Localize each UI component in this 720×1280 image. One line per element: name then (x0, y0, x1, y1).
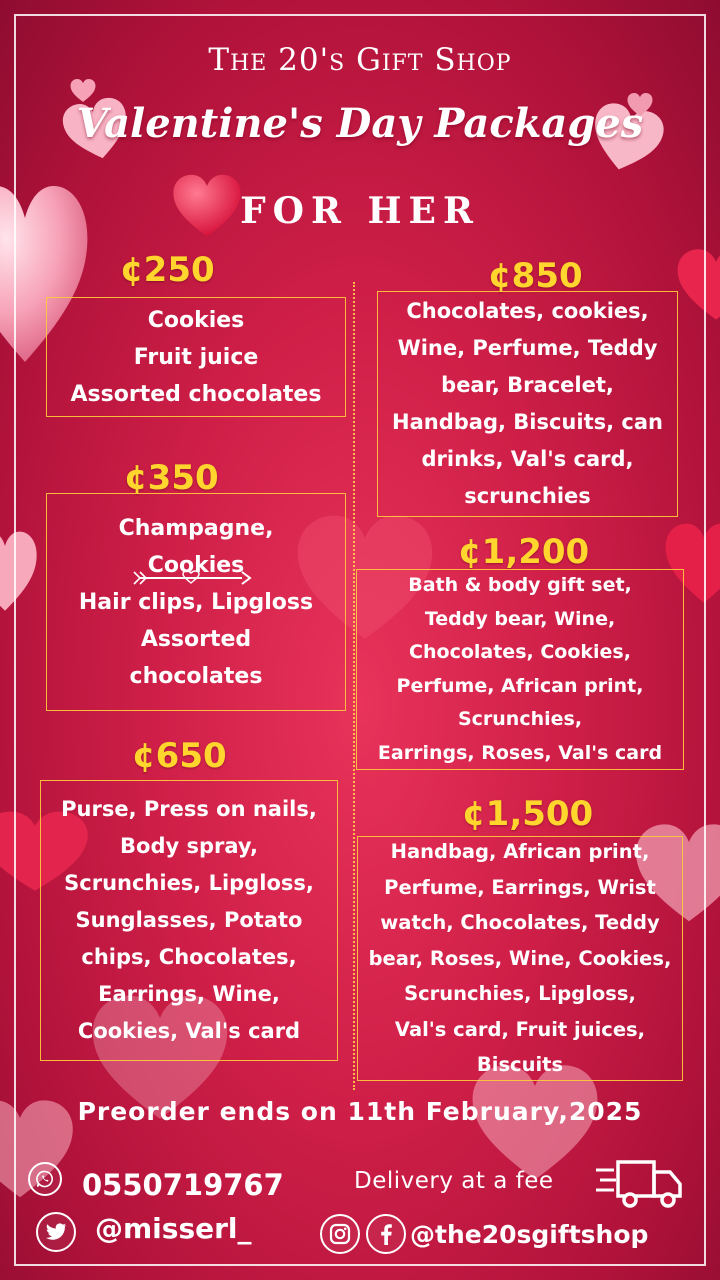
package-item: Chocolates, cookies, (406, 299, 649, 323)
package-item: Scrunchies, Lipgloss, (404, 982, 636, 1006)
package-item: Earrings, Roses, Val's card (377, 741, 663, 764)
package-item: Fruit juice (133, 344, 259, 370)
twitter-handle[interactable]: @misserl_ (95, 1212, 252, 1245)
package-item: Teddy bear, Wine, (424, 607, 616, 630)
instagram-icon[interactable] (320, 1214, 360, 1254)
package-item: Bath & body gift set, (408, 574, 632, 596)
heart-decoration-right-edge (676, 246, 720, 326)
package-item: Scrunchies, Lipgloss, (64, 871, 314, 895)
heart-decoration-left-mid (0, 528, 38, 618)
package-item: Sunglasses, Potato (75, 908, 303, 932)
package-price: ¢850 (488, 256, 583, 296)
package-box (357, 836, 683, 1081)
package-item: Perfume, Earrings, Wrist (384, 875, 656, 899)
package-item: Cookies, Val's card (77, 1019, 301, 1043)
phone-number[interactable]: 0550719767 (82, 1168, 284, 1202)
package-box (356, 569, 684, 770)
package-box (46, 297, 346, 417)
section-title: FOR HER (240, 190, 480, 232)
package-item: Cookies (147, 552, 245, 578)
package-price: ¢250 (120, 250, 215, 290)
package-item: Champagne, (118, 515, 274, 541)
package-item: Handbag, African print, (390, 840, 650, 864)
package-item: Hair clips, Lipgloss (78, 589, 314, 615)
package-item: scrunchies (464, 484, 591, 508)
package-box (40, 780, 338, 1061)
package-item: Chocolates, Cookies, (409, 641, 631, 663)
package-item: chips, Chocolates, (81, 945, 297, 969)
delivery-truck-icon (594, 1156, 686, 1212)
package-item: Body spray, (120, 834, 258, 858)
delivery-text: Delivery at a fee (354, 1168, 554, 1194)
package-item: Val's card, Fruit juices, (394, 1017, 646, 1041)
package-box (46, 493, 346, 711)
package-item: Wine, Perfume, Teddy (397, 336, 658, 360)
package-item: Scrunchies, (457, 708, 583, 730)
package-item: drinks, Val's card, (421, 447, 634, 471)
column-divider (353, 282, 355, 1090)
facebook-icon[interactable] (366, 1214, 406, 1254)
package-price: ¢1,500 (462, 794, 594, 834)
whatsapp-icon[interactable] (28, 1162, 62, 1196)
package-item: Handbag, Biscuits, can (392, 410, 663, 434)
package-item: Assorted chocolates (70, 381, 322, 407)
package-item: Purse, Press on nails, (61, 797, 317, 821)
package-box (377, 291, 678, 517)
page-title: Valentine's Day Packages (76, 100, 644, 147)
package-item: Biscuits (476, 1053, 564, 1077)
package-price: ¢650 (132, 736, 227, 776)
package-item: chocolates (129, 663, 263, 689)
social-handle[interactable]: @the20sgiftshop (410, 1220, 649, 1249)
package-item: watch, Chocolates, Teddy (380, 911, 660, 935)
shop-name: The 20's Gift Shop (208, 42, 512, 78)
package-item: bear, Roses, Wine, Cookies, (368, 946, 672, 970)
package-price: ¢350 (124, 458, 219, 498)
package-item: Perfume, African print, (396, 674, 644, 697)
package-item: Assorted (140, 626, 252, 652)
package-price: ¢1,200 (458, 532, 590, 572)
package-item: Cookies (147, 307, 245, 333)
package-item: Earrings, Wine, (98, 982, 280, 1006)
preorder-deadline: Preorder ends on 11th February,2025 (77, 1097, 643, 1126)
twitter-icon[interactable] (36, 1212, 76, 1252)
package-item: bear, Bracelet, (441, 373, 614, 397)
